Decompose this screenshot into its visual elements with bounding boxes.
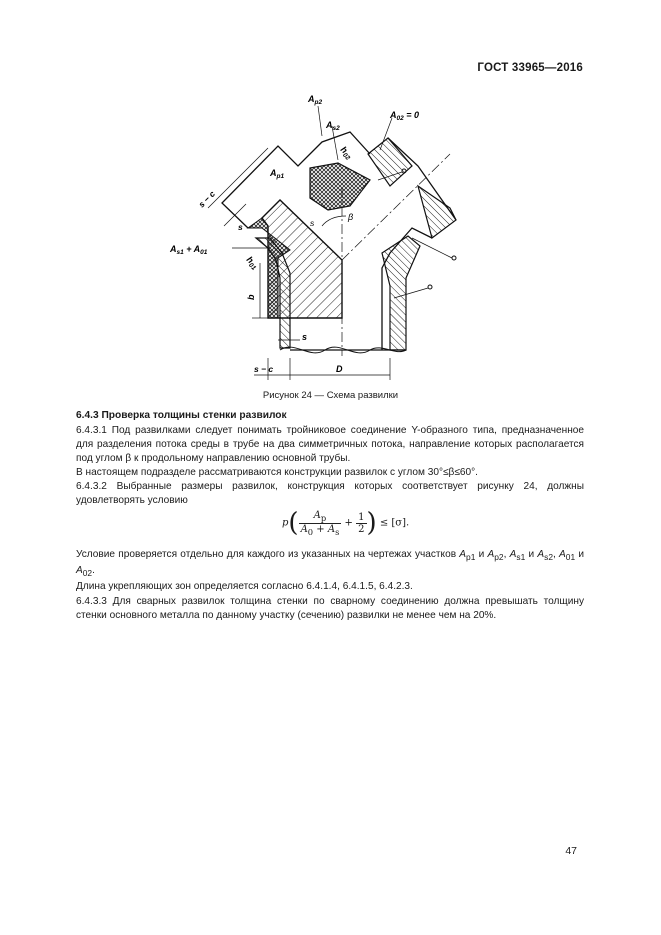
label-h01: $h_{01}$	[244, 254, 258, 272]
label-s-top: s	[238, 222, 243, 232]
label-as2: $A_{s2}$	[326, 120, 340, 132]
crotch-zone-as2	[310, 163, 370, 210]
label-d: D	[336, 364, 343, 374]
label-ap1: $A_{p1}$	[270, 168, 285, 180]
condition-formula: p( $\frac{A_p}{A_0 + A_s}$ + $\frac{1}{2}$ ) ≤ [σ].	[282, 508, 410, 538]
paragraph-scope	[76, 466, 584, 480]
label-b-left: b	[246, 294, 256, 300]
page-number: 47	[565, 845, 577, 857]
document-code: ГОСТ 33965—2016	[477, 62, 583, 74]
paragraph-condition-check	[76, 548, 584, 623]
label-h02: $h_{02}$	[338, 144, 352, 162]
paragraph-6-4-3-1	[76, 424, 584, 467]
label-a02: $A_{02} = 0$	[390, 110, 419, 122]
p4-text: Условие проверяется отдельно для каждого из указанных на чертежах участков $A_{p1}$ и $A_{p2}$, $A_{s1}$ и $A_{s2}$, $A_{01}$ и $A_{02}$.	[76, 549, 585, 579]
right-branch-wall	[368, 138, 412, 186]
fork-diagram	[150, 88, 480, 388]
p3-text: 6.4.3.2 Выбранные размеры развилок, конструкция которых соответствует рисунку 24, должны удовлетворять условию	[76, 481, 584, 507]
right-lower-wall	[382, 236, 420, 350]
label-s-c-top: s − c	[196, 188, 217, 210]
p4b-text: Длина укрепляющих зон определяется согласно 6.4.1.4, 6.4.1.5, 6.4.2.3.	[76, 581, 413, 593]
label-as1-a01: $A_{s1} + A_{01}$	[170, 244, 208, 256]
p5-text: 6.4.3.3 Для сварных развилок толщина стенки по сварному соединению должна превышать толщину стенки основного металла по данному участку (сечению) развилки не менее чем на 20%.	[76, 595, 584, 621]
label-s-bottom: s	[302, 332, 308, 342]
label-s-small: s	[310, 218, 315, 228]
section-title: 6.4.3 Проверка толщины стенки развилок	[76, 410, 287, 421]
label-ap2: $A_{p2}$	[308, 94, 323, 106]
formula-fraction-half: $\frac{1}{2}$	[358, 511, 365, 535]
formula-fraction-main: $\frac{A_p}{A_0 + A_s}$	[300, 509, 340, 537]
p1-text: 6.4.3.1 Под развилками следует понимать тройниковое соединение Y-образного типа, предназначенное для разделения потока среды в трубе на два симметричных потока, направление которых располагается под углом β к продольному направлению основной трубы.	[76, 425, 584, 465]
label-s-c-bottom: s − c	[254, 364, 274, 374]
figure-caption: Рисунок 24 — Схема развилки	[262, 390, 399, 401]
formula-p: p	[282, 517, 289, 529]
paragraph-6-4-3-2	[76, 480, 584, 508]
p2-text: В настоящем подразделе рассматриваются конструкции развилок с углом 30°≤β≤60°.	[76, 467, 478, 478]
label-beta: β	[348, 212, 354, 222]
